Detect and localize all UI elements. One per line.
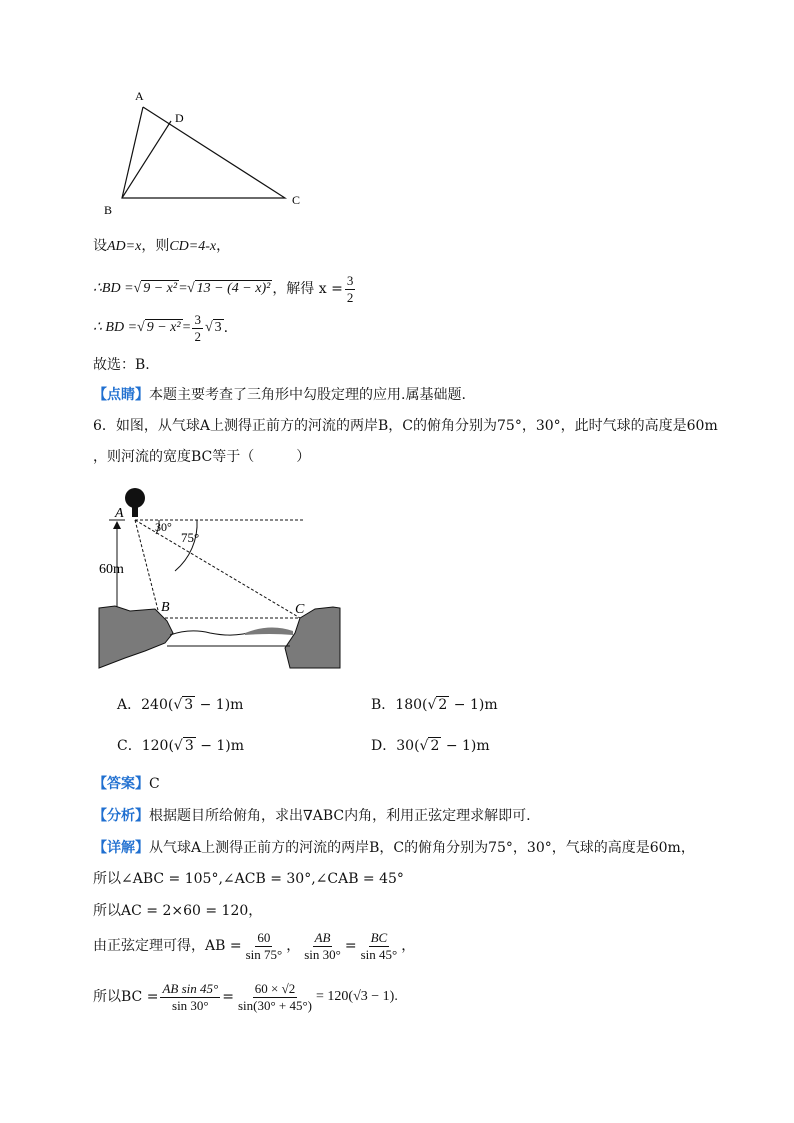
label-d: D: [175, 111, 184, 125]
detail-line1: 【详解】从气球A上测得正前方的河流的两岸B，C的俯角分别为75°，30°，气球的高度是60m，: [93, 840, 695, 856]
balloon-icon: [125, 488, 145, 508]
label-a2: A: [115, 506, 124, 521]
sol5-line1: 设AD=x，则CD=4-x，: [93, 238, 231, 254]
label-b2: B: [161, 600, 170, 615]
option-a[interactable]: A．240(√ 3 − 1)m: [117, 697, 244, 713]
sol5-choice: 故选：B.: [93, 357, 150, 373]
label-c2: C: [295, 602, 305, 617]
detail-line4: 由正弦定理可得，AB = $\frac{60}{\sin 75^\circ}$ ， $\frac{AB}{\sin 30^\circ}$ = $\frac{BC}{\sin 45^\circ}$ ，: [93, 929, 416, 962]
analysis: 【分析】根据题目所给俯角，求出∇ABC内角，利用正弦定理求解即可.: [93, 808, 531, 824]
q6-stem-line2: ，则河流的宽度BC等于（ ）: [93, 449, 311, 465]
detail-line2: 所以∠ABC = 105°,∠ACB = 30°,∠CAB = 45°: [93, 871, 404, 887]
label-height: 60m: [99, 562, 124, 577]
sol5-line2: ∴BD = √ 9 − x² = √ 13 − (4 − x)² ，解得 x = $\frac{3}{2}$: [93, 272, 354, 305]
detail-line3: 所以AC = 2×60 = 120，: [93, 903, 263, 919]
left-bank: [99, 606, 173, 668]
sight-line-ac: [135, 520, 300, 618]
option-b[interactable]: B．180(√ 2 − 1)m: [371, 697, 498, 713]
label-angle-75: 75°: [181, 530, 200, 545]
triangle-abc: [122, 107, 285, 198]
segment-bd: [122, 121, 171, 198]
label-angle-30: 30°: [155, 520, 172, 534]
option-d[interactable]: D．30(√ 2 − 1)m: [371, 738, 490, 754]
q6-stem-line1: 6．如图，从气球A上测得正前方的河流的两岸B，C的俯角分别为75°，30°，此时气球的高度是60m: [93, 418, 718, 434]
detail-line5: 所以BC = $\frac{\text{AB sin 45°}}{\sin 30^\circ}$ = $\frac{60 \times √2}{\sin(30^\circ + 45^\circ)}$ = 120(√3 − 1).: [93, 980, 398, 1013]
triangle-figure: [95, 85, 325, 220]
sight-line-ab: [135, 520, 160, 618]
sol5-comment: 【点睛】本题主要考查了三角形中勾股定理的应用.属基础题.: [93, 387, 466, 403]
label-a: A: [135, 89, 144, 103]
balloon-river-figure: [95, 483, 345, 673]
answer: 【答案】C: [93, 776, 160, 792]
right-bank: [285, 607, 340, 668]
sol5-line3: ∴ BD = √ 9 − x² = $\frac{3}{2}$ √ 3 .: [93, 311, 229, 344]
option-c[interactable]: C．120(√ 3 − 1)m: [117, 738, 245, 754]
label-b: B: [104, 203, 113, 217]
label-c: C: [292, 193, 301, 207]
